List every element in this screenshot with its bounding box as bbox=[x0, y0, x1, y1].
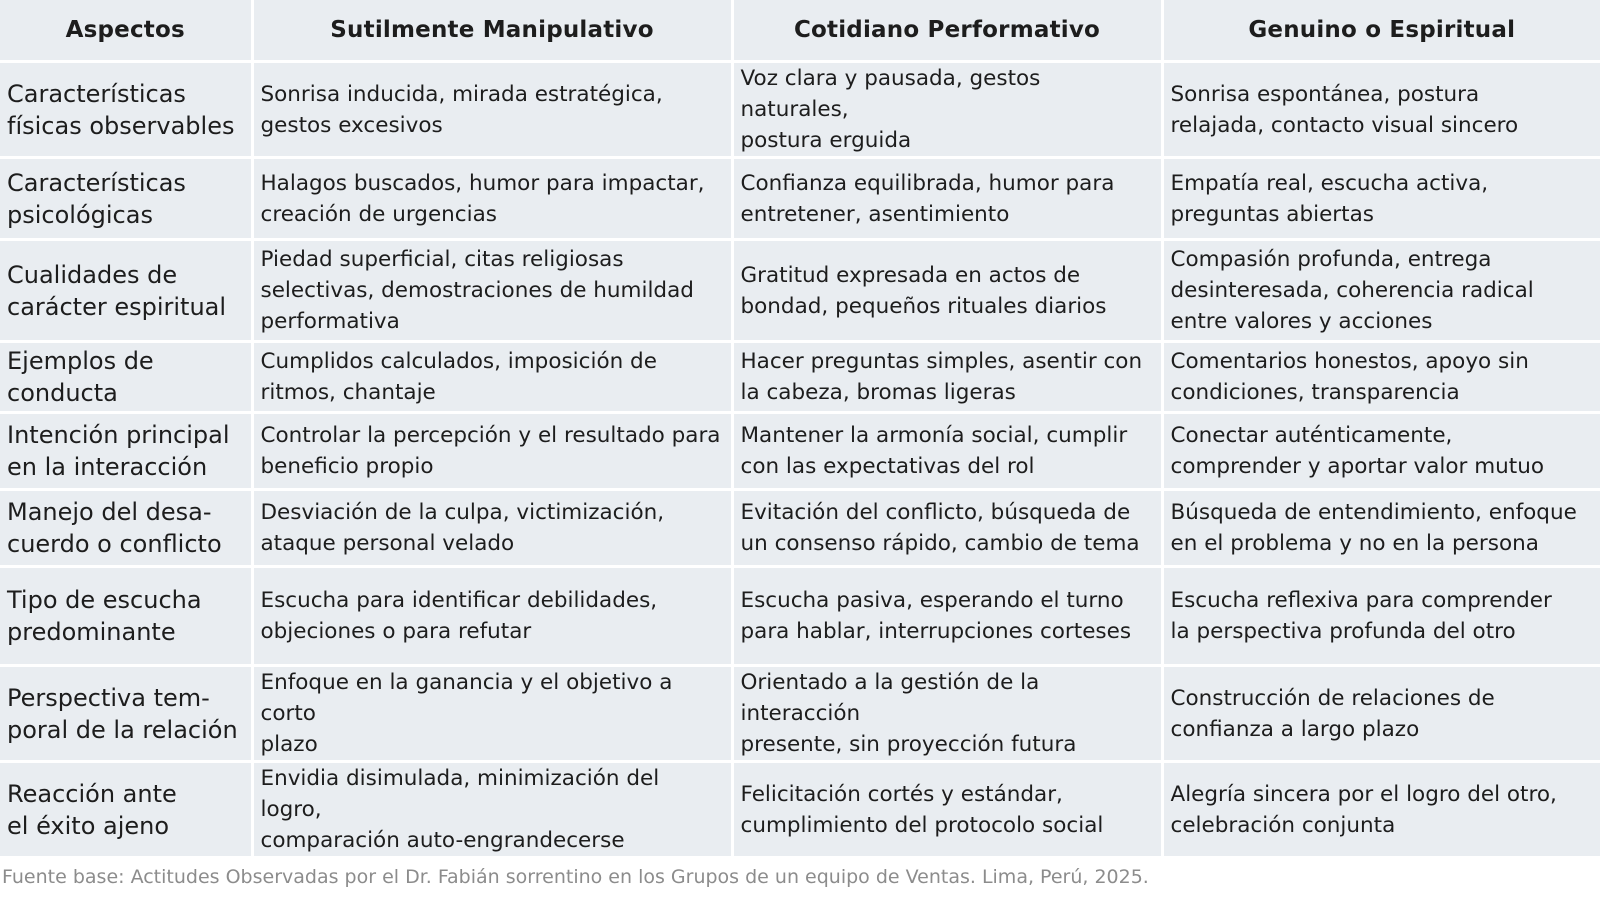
genuino-cell: Comentarios honestos, apoyo sin condiciones, transparencia bbox=[1162, 342, 1600, 413]
table-row bbox=[0, 666, 1600, 762]
manipulativo-cell: Envidia disimulada, minimización del logro, comparación auto-engrandecerse bbox=[252, 762, 732, 858]
manipulativo-cell: Enfoque en la ganancia y el objetivo a corto plazo bbox=[252, 666, 732, 762]
table-row bbox=[0, 240, 1600, 342]
manipulativo-cell: Halagos buscados, humor para impactar, creación de urgencias bbox=[252, 158, 732, 240]
manipulativo-cell: Escucha para identificar debilidades, objeciones o para refutar bbox=[252, 567, 732, 666]
genuino-cell: Alegría sincera por el logro del otro, celebración conjunta bbox=[1162, 762, 1600, 858]
genuino-cell: Escucha reflexiva para comprender la perspectiva profunda del otro bbox=[1162, 567, 1600, 666]
table-row bbox=[0, 413, 1600, 490]
performativo-cell: Felicitación cortés y estándar, cumplimiento del protocolo social bbox=[732, 762, 1162, 858]
performativo-cell: Mantener la armonía social, cumplir con las expectativas del rol bbox=[732, 413, 1162, 490]
genuino-cell: Búsqueda de entendimiento, enfoque en el problema y no en la persona bbox=[1162, 490, 1600, 567]
table-row bbox=[0, 158, 1600, 240]
aspect-cell: Características psicológicas bbox=[0, 158, 252, 240]
performativo-cell: Escucha pasiva, esperando el turno para hablar, interrupciones corteses bbox=[732, 567, 1162, 666]
performativo-cell: Gratitud expresada en actos de bondad, pequeños rituales diarios bbox=[732, 240, 1162, 342]
table-row bbox=[0, 567, 1600, 666]
aspect-cell: Manejo del desa- cuerdo o conflicto bbox=[0, 490, 252, 567]
source-note: Fuente base: Actitudes Observadas por el Dr. Fabián sorrentino en los Grupos de un equipo de Ventas. Lima, Perú, 2025. bbox=[2, 866, 1149, 888]
performativo-cell: Evitación del conflicto, búsqueda de un consenso rápido, cambio de tema bbox=[732, 490, 1162, 567]
genuino-cell: Compasión profunda, entrega desinteresada, coherencia radical entre valores y acciones bbox=[1162, 240, 1600, 342]
manipulativo-cell: Controlar la percepción y el resultado para beneficio propio bbox=[252, 413, 732, 490]
manipulativo-cell: Piedad superficial, citas religiosas selectivas, demostraciones de humildad performativa bbox=[252, 240, 732, 342]
performativo-cell: Orientado a la gestión de la interacción presente, sin proyección futura bbox=[732, 666, 1162, 762]
table-row bbox=[0, 490, 1600, 567]
aspect-cell: Reacción ante el éxito ajeno bbox=[0, 762, 252, 858]
manipulativo-cell: Cumplidos calculados, imposición de ritmos, chantaje bbox=[252, 342, 732, 413]
table-row bbox=[0, 762, 1600, 858]
genuino-cell: Conectar auténticamente, comprender y aportar valor mutuo bbox=[1162, 413, 1600, 490]
manipulativo-cell: Sonrisa inducida, mirada estratégica, gestos excesivos bbox=[252, 62, 732, 158]
performativo-cell: Confianza equilibrada, humor para entretener, asentimiento bbox=[732, 158, 1162, 240]
genuino-cell: Sonrisa espontánea, postura relajada, contacto visual sincero bbox=[1162, 62, 1600, 158]
aspect-cell: Características físicas observables bbox=[0, 62, 252, 158]
table-row bbox=[0, 342, 1600, 413]
header-sutilmente-manipulativo: Sutilmente Manipulativo bbox=[252, 0, 732, 62]
performativo-cell: Hacer preguntas simples, asentir con la cabeza, bromas ligeras bbox=[732, 342, 1162, 413]
aspect-cell: Ejemplos de conducta bbox=[0, 342, 252, 413]
header-aspectos: Aspectos bbox=[0, 0, 252, 62]
table-row bbox=[0, 62, 1600, 158]
genuino-cell: Empatía real, escucha activa, preguntas abiertas bbox=[1162, 158, 1600, 240]
header-cotidiano-performativo: Cotidiano Performativo bbox=[732, 0, 1162, 62]
aspect-cell: Tipo de escucha predominante bbox=[0, 567, 252, 666]
aspect-cell: Cualidades de carácter espiritual bbox=[0, 240, 252, 342]
manipulativo-cell: Desviación de la culpa, victimización, ataque personal velado bbox=[252, 490, 732, 567]
aspect-cell: Intención principal en la interacción bbox=[0, 413, 252, 490]
table-header-row bbox=[0, 0, 1600, 62]
aspect-cell: Perspectiva tem- poral de la relación bbox=[0, 666, 252, 762]
performativo-cell: Voz clara y pausada, gestos naturales, postura erguida bbox=[732, 62, 1162, 158]
header-genuino-espiritual: Genuino o Espiritual bbox=[1162, 0, 1600, 62]
genuino-cell: Construcción de relaciones de confianza a largo plazo bbox=[1162, 666, 1600, 762]
